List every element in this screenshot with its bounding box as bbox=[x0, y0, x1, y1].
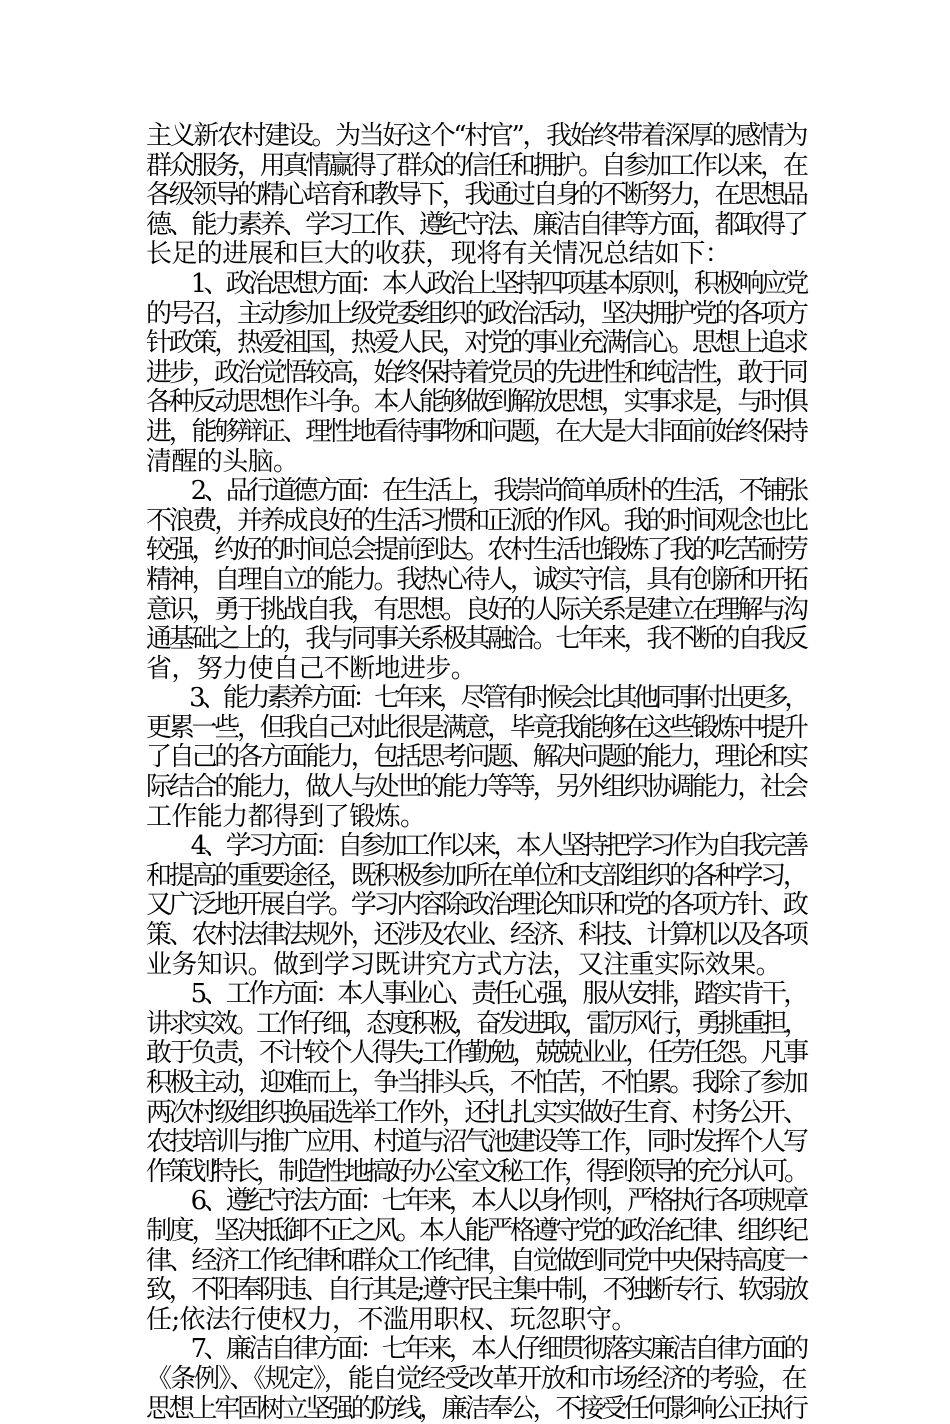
text-line: 清醒的头脑。 bbox=[146, 446, 299, 477]
text-line: 致，不阳奉阴违、自行其是;遵守民主集中制，不独断专行、软弱放 bbox=[146, 1275, 806, 1306]
text-line: 和提高的重要途径，既积极参加所在单位和支部组织的各种学习， bbox=[146, 860, 806, 891]
text-line: 1、政治思想方面：本人政治上坚持四项基本原则，积极响应党 bbox=[146, 268, 806, 299]
text-line: 策、农村法律法规外，还涉及农业、经济、科技、计算机以及各项 bbox=[146, 920, 806, 951]
text-line: 3、能力素养方面：七年来，尽管有时候会比其他同事付出更多， bbox=[146, 683, 806, 714]
text-line: 又广泛地开展自学。学习内容除政治理论知识和党的各项方针、政 bbox=[146, 890, 806, 921]
body-text bbox=[146, 122, 806, 1424]
text-line: 任;依法行使权力，不滥用职权、玩忽职守。 bbox=[146, 1304, 637, 1335]
text-line: 通基础之上的，我与同事关系极其融洽。七年来，我不断的自我反 bbox=[146, 624, 806, 655]
text-line: 业务知识。做到学习既讲究方式方法，又注重实际效果。 bbox=[146, 949, 782, 980]
text-line: 精神，自理自立的能力。我热心待人，诚实守信，具有创新和开拓 bbox=[146, 564, 806, 595]
text-line: 农技培训与推广应用、村道与沼气池建设等工作，同时发挥个人写 bbox=[146, 1127, 806, 1158]
text-line: 各种反动思想作斗争。本人能够做到解放思想，实事求是，与时俱 bbox=[146, 387, 806, 418]
text-line: 《条例》、《规定》，能自觉经受改革开放和市场经济的考验，在 bbox=[146, 1363, 806, 1394]
text-line: 了自己的各方面能力，包括思考问题、解决问题的能力，理论和实 bbox=[146, 742, 806, 773]
text-line: 思想上牢固树立坚强的防线，廉洁奉公，不接受任何影响公正执行 bbox=[146, 1393, 806, 1424]
text-line: 制度，坚决抵御不正之风。本人能严格遵守党的政治纪律、组织纪 bbox=[146, 1215, 806, 1246]
text-line: 际结合的能力，做人与处世的能力等等，另外组织协调能力，社会 bbox=[146, 772, 806, 803]
text-line: 工作能力都得到了锻炼。 bbox=[146, 801, 426, 832]
text-line: 不浪费，并养成良好的生活习惯和正派的作风。我的时间观念也比 bbox=[146, 505, 806, 536]
text-line: 的号召，主动参加上级党委组织的政治活动，坚决拥护党的各项方 bbox=[146, 298, 806, 329]
text-line: 较强，约好的时间总会提前到达。农村生活也锻炼了我的吃苦耐劳 bbox=[146, 535, 806, 566]
text-line: 各级领导的精心培育和教导下，我通过自身的不断努力，在思想品 bbox=[146, 180, 806, 211]
text-line: 更累一些，但我自己对此很是满意，毕竟我能够在这些锻炼中提升 bbox=[146, 712, 806, 743]
text-line: 4、学习方面：自参加工作以来，本人坚持把学习作为自我完善 bbox=[146, 831, 806, 862]
text-line: 敢于负责，不计较个人得失;工作勤勉，兢兢业业，任劳任怨。凡事 bbox=[146, 1038, 806, 1069]
text-line: 进步，政治觉悟较高，始终保持着党员的先进性和纯洁性，敢于同 bbox=[146, 357, 806, 388]
text-line: 长足的进展和巨大的收获，现将有关情况总结如下： bbox=[146, 239, 731, 270]
text-line: 讲求实效。工作仔细，态度积极，奋发进取，雷厉风行，勇挑重担， bbox=[146, 1008, 807, 1039]
text-line: 群众服务，用真情赢得了群众的信任和拥护。自参加工作以来，在 bbox=[146, 150, 806, 181]
text-line: 意识，勇于挑战自我，有思想。良好的人际关系是建立在理解与沟 bbox=[146, 594, 806, 625]
text-line: 针政策，热爱祖国，热爱人民，对党的事业充满信心。思想上追求 bbox=[146, 328, 806, 359]
text-line: 7、廉洁自律方面：七年来，本人仔细贯彻落实廉洁自律方面的 bbox=[146, 1334, 806, 1365]
text-line: 作策划特长，制造性地搞好办公室文秘工作，得到领导的充分认可。 bbox=[146, 1156, 807, 1187]
text-line: 两次村级组织换届选举工作外，还扎扎实实做好生育、村务公开、 bbox=[146, 1097, 806, 1128]
text-line: 德、能力素养、学习工作、遵纪守法、廉洁自律等方面，都取得了 bbox=[146, 209, 806, 240]
text-line: 进，能够辩证、理性地看待事物和问题，在大是大非面前始终保持 bbox=[146, 416, 806, 447]
text-line: 主义新农村建设。为当好这个“村官”，我始终带着深厚的感情为 bbox=[146, 121, 807, 151]
text-line: 5、工作方面：本人事业心、责任心强，服从安排，踏实肯干， bbox=[146, 979, 806, 1010]
text-line: 2、品行道德方面：在生活上，我崇尚简单质朴的生活，不铺张 bbox=[146, 476, 806, 507]
text-line: 6、遵纪守法方面：七年来，本人以身作则，严格执行各项规章 bbox=[146, 1186, 806, 1217]
text-line: 积极主动，迎难而上，争当排头兵，不怕苦，不怕累。我除了参加 bbox=[146, 1068, 806, 1098]
text-line: 律、经济工作纪律和群众工作纪律，自觉做到同党中央保持高度一 bbox=[146, 1245, 806, 1276]
text-line: 省，努力使自己不断地进步。 bbox=[146, 653, 477, 684]
